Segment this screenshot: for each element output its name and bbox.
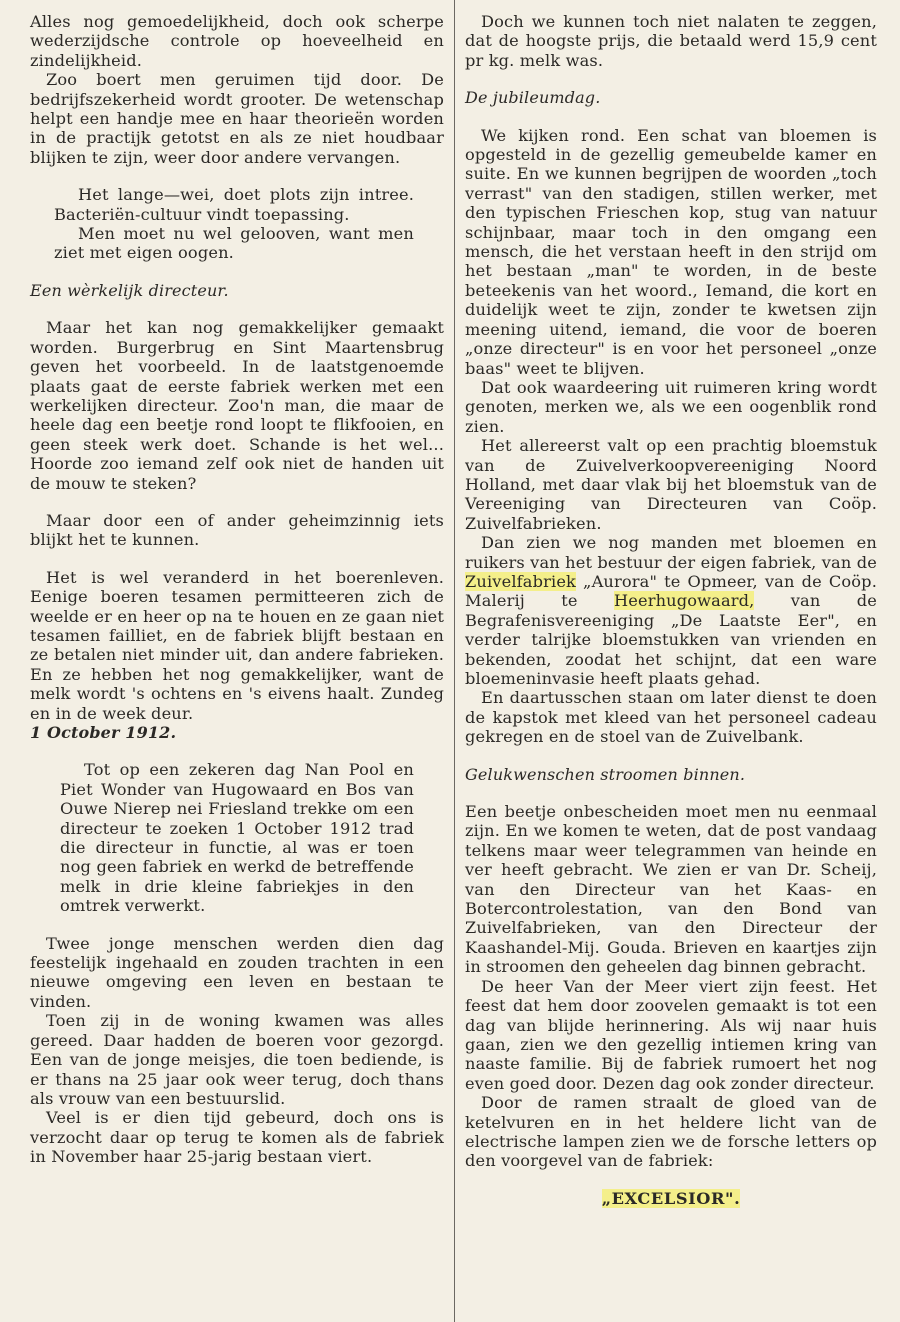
paragraph: Maar het kan nog gemakkelijker gemaakt worden. Burgerbrug en Sint Maartensbrug geven het voorbeeld. In de laatstgenoemde plaats gaat de eerste fabriek werken met een werkelijken directeur. Zoo'n man, die maar de heele dag een beetje rond loopt te flikfooien, en geen steek werk doet. Schande is het wel... Hoorde zoo iemand zelf ook niet de handen uit de mouw te steken?: [30, 318, 444, 493]
paragraph: Het lange—wei, doet plots zijn intree. Bacteriën-cultuur vindt toepassing.: [54, 185, 414, 224]
excelsior-text: „EXCELSIOR".: [601, 1188, 741, 1208]
paragraph: Doch we kunnen toch niet nalaten te zeggen, dat de hoogste prijs, die betaald werd 15,9 cent pr kg. melk was.: [465, 12, 877, 70]
paragraph: Het is wel veranderd in het boerenleven. Eenige boeren tesamen permitteeren zich de weelde er en heer op na te houen en ze gaan niet tesamen failliet, en de fabriek blijft bestaan en ze betalen niet minder uit, dan andere fabrieken. En ze hebben het nog gemakkelijker, want de melk wordt 's ochtens en 's eivens haalt. Zundeg en in de week deur.: [30, 567, 444, 723]
paragraph: Door de ramen straalt de gloed van de ketelvuren en in het heldere licht van de electrische lampen zien we de forsche letters op den voorgevel van de fabriek:: [465, 1093, 877, 1171]
paragraph: Alles nog gemoedelijkheid, doch ook scherpe wederzijdsche controle op hoeveelheid en zindelijkheid.: [30, 12, 444, 70]
paragraph: Het allereerst valt op een prachtig bloemstuk van de Zuivelverkoopvereeniging Noord Holland, met daar vlak bij het bloemstuk van de Vereeniging van Directeuren van Coöp. Zuivelfabrieken.: [465, 436, 877, 533]
paragraph: En daartusschen staan om later dienst te doen de kapstok met kleed van het personeel cadeau gekregen en de stoel van de Zuivelbank.: [465, 688, 877, 747]
paragraph: Zoo boert men geruimen tijd door. De bedrijfszekerheid wordt grooter. De wetenschap helpt een handje mee en haar theorieën worden in de practijk getotst en als ze niet houdbaar blijken te zijn, weer door andere vervangen.: [30, 70, 444, 167]
paragraph: Toen zij in de woning kwamen was alles gereed. Daar hadden de boeren voor gezorgd. Een van de jonge meisjes, die toen bediende, is er thans na 25 jaar ook weer terug, doch thans als vrouw van een bestuurslid.: [30, 1011, 444, 1108]
paragraph: De heer Van der Meer viert zijn feest. Het feest dat hem door zoovelen gemaakt is tot een dag van blijde herinnering. Als wij naar huis gaan, zien we den gezellig intiemen kring van naaste familie. Bij de fabriek rumoert het nog even goed door. Dezen dag ook zonder directeur.: [465, 976, 877, 1093]
quote-block: [30, 185, 444, 263]
paragraph: We kijken rond. Een schat van bloemen is opgesteld in de gezellig gemeubelde kamer en suite. En we kunnen begrijpen de woorden „toch verrast" van den stadigen, stillen werker, met den typischen Frieschen kop, stug van natuur schijnbaar, maar toch in den omgang een mensch, die het verstaan heeft in den strijd om het bestaan „man" te worden, in de beste beteekenis van het woord., Iemand, die kort en duidelijk weet te zijn, zonder te kwetsen zijn meening uitend, iemand, die voor de boeren „onze directeur" is en voor het personeel „onze baas" weet te blijven.: [465, 125, 877, 378]
column-divider: [454, 0, 455, 1322]
text-run: „Aurora" te Opmeer, van de Coöp. Malerij te: [465, 571, 877, 611]
quote-block: [30, 760, 444, 915]
left-column: [30, 0, 444, 1322]
paragraph: [465, 533, 877, 688]
highlighted-term-zuivelfabriek: Zuivelfabriek: [465, 571, 577, 591]
paragraph: Tot op een zekeren dag Nan Pool en Piet Wonder van Hugowaard en Bos van Ouwe Nierep nei Friesland trekke om een directeur te zoeken 1 October 1912 trad die directeur in functie, al was er toen nog geen fabriek en werkd de betreffende melk in drie kleine fabriekjes in den omtrek verwerkt.: [60, 760, 414, 916]
closing-line: [465, 1189, 877, 1208]
paragraph: Dat ook waardeering uit ruimeren kring wordt genoten, merken we, als we een oogenblik rond zien.: [465, 377, 877, 436]
paragraph: Veel is er dien tijd gebeurd, doch ons is verzocht daar op terug te komen als de fabriek in November haar 25-jarig bestaan viert.: [30, 1108, 444, 1167]
section-heading: De jubileumdag.: [465, 88, 601, 108]
text-run: Dan zien we nog manden met bloemen en ruikers van het bestuur der eigen fabriek, van de: [465, 533, 877, 572]
section-heading: Een wèrkelijk directeur.: [30, 280, 229, 300]
paragraph: Men moet nu wel gelooven, want men ziet met eigen oogen.: [54, 224, 414, 263]
text-run: van de Begrafenisvereeniging „De Laatste Eer", en verder talrijke bloemstukken van vrienden en bekenden, zoodat het schijnt, dat een ware bloemeninvasie heeft plaats gehad.: [465, 591, 877, 688]
paragraph: Maar door een of ander geheimzinnig iets blijkt het te kunnen.: [30, 510, 444, 550]
paragraph: Twee jonge menschen werden dien dag feestelijk ingehaald en zouden trachten in een nieuwe omgeving een leven en bestaan te vinden.: [30, 933, 444, 1011]
right-column: [465, 0, 877, 1322]
paragraph: Een beetje onbescheiden moet men nu eenmaal zijn. En we komen te weten, dat de post vandaag telkens maar weer telegrammen van heinde en ver heeft gebracht. We zien er van Dr. Scheij, van den Directeur van het Kaas- en Botercontrolestation, van den Bond van Zuivelfabrieken, van den Directeur der Kaashandel-Mij. Gouda. Brieven en kaartjes zijn in stroomen den geheelen dag binnen gebracht.: [465, 802, 877, 977]
date-heading: 1 October 1912.: [30, 723, 177, 742]
section-heading: Gelukwenschen stroomen binnen.: [465, 764, 746, 784]
highlighted-term-heerhugowaard: Heerhugowaard,: [613, 591, 755, 611]
